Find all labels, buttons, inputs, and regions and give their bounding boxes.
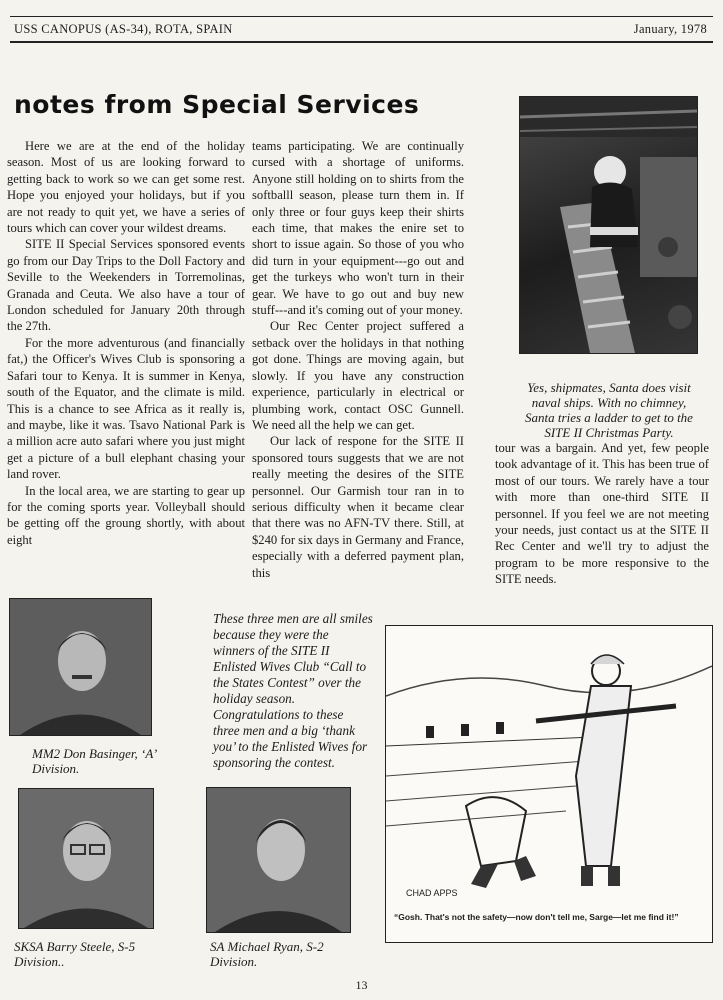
santa-photo	[519, 96, 698, 354]
paragraph: tour was a bargain. And yet, few people took advantage of it. This has been true of most of our tours. We rarely have a tour with more than one-third SITE II personnel. If you feel we are not meeting your needs, just contact us at the SITE II Rec Center and we'll try to adjust the program to be more responsive to the SITE needs.	[495, 441, 709, 587]
cartoon-frame	[385, 625, 713, 943]
page-number: 13	[355, 978, 368, 992]
publication-title: USS CANOPUS (AS-34), ROTA, SPAIN	[14, 22, 233, 36]
article-column-1	[7, 138, 245, 548]
steele-photo	[18, 788, 154, 929]
winners-caption: These three men are all smiles because they were the winners of the SITE II Enlisted Wives Club “Call to the States Contest” over the holiday season. Congratulations to these three men and a big ‘thank you’ to the Enlisted Wives for sponsoring the contest.	[213, 611, 373, 770]
basinger-photo	[9, 598, 152, 736]
cartoon-caption: “Gosh. That's not the safety—now don't tell me, Sarge—let me find it!”	[394, 912, 679, 922]
header-rule-top	[10, 16, 713, 17]
steele-caption: SKSA Barry Steele, S-5 Division..	[14, 939, 136, 969]
cartoon-drawing	[386, 626, 712, 906]
santa-caption: Yes, shipmates, Santa does visit naval ships. With no chimney, Santa tries a ladder to get to the SITE II Christmas Party.	[525, 380, 693, 440]
paragraph: Our lack of respone for the SITE II sponsored tours suggests that we are not really meeting the desires of the SITE personnel. Our Garmish tour ran in to serious difficulty when it became clear that there was no AFN-TV there. Still, at $240 for six days in Germany and France, especially with a deferred payment plan, this	[252, 434, 464, 580]
ryan-photo	[206, 787, 351, 933]
article-column-3	[495, 440, 709, 588]
ryan-caption: SA Michael Ryan, S-2 Division.	[210, 939, 324, 969]
paragraph: Here we are at the end of the holiday season. Most of us are looking forward to getting back to work so we can get some rest. Hope you enjoyed your holidays, but if you are not ready to quit yet, we have a series of tours which can cover your wildest dreams.	[7, 139, 245, 236]
paragraph: In the local area, we are starting to gear up for the coming sports year. Volleyball should be getting off the groung shortly, with about eight	[7, 483, 245, 547]
paragraph: SITE II Special Services sponsored events go from our Day Trips to the Doll Factory and Seville to the Weekenders in Torremolinas, Granada and Ceuta. We also have a tour of London scheduled for January 20th through the 27th.	[7, 237, 245, 334]
cartoon-signature: CHAD APPS	[406, 888, 458, 898]
headline: notes from Special Services	[14, 90, 420, 119]
article-column-2	[252, 138, 464, 581]
paragraph: Our Rec Center project suffered a setback over the holidays in that nothing got done. Things are moving again, but slowly. If you have any construction experience, particularly in electrical or plumbing work, contact OSC Gunnell. We need all the help we can get.	[252, 319, 464, 432]
paragraph: teams participating. We are continually cursed with a shortage of uniforms. Anyone still holding on to shirts from the softballl season, please turn them in. If only three or four guys keep their shirts each time, that makes the enire set to short to issue again. So those of you who did turn in your equipment---go out and get the turkeys who won't turn in their gear. We have to go out and buy new stuff---and it's coming out of your money.	[252, 139, 464, 318]
paragraph: For the more adventurous (and financially fat,) the Officer's Wives Club is sponsoring a Safari tour to Kenya. It is summer in Kenya, south of the Equator, and the climate is mild. This is a chance to see Africa as it really is, and maybe, like it was. Tsavo National Park is a million acre auto safari where you just might get a picture of a bull elephant chasing your land rover.	[7, 335, 245, 482]
basinger-caption: MM2 Don Basinger, ‘A’ Division.	[32, 746, 156, 776]
issue-date: January, 1978	[633, 22, 707, 36]
header-rule-bottom	[10, 41, 713, 43]
